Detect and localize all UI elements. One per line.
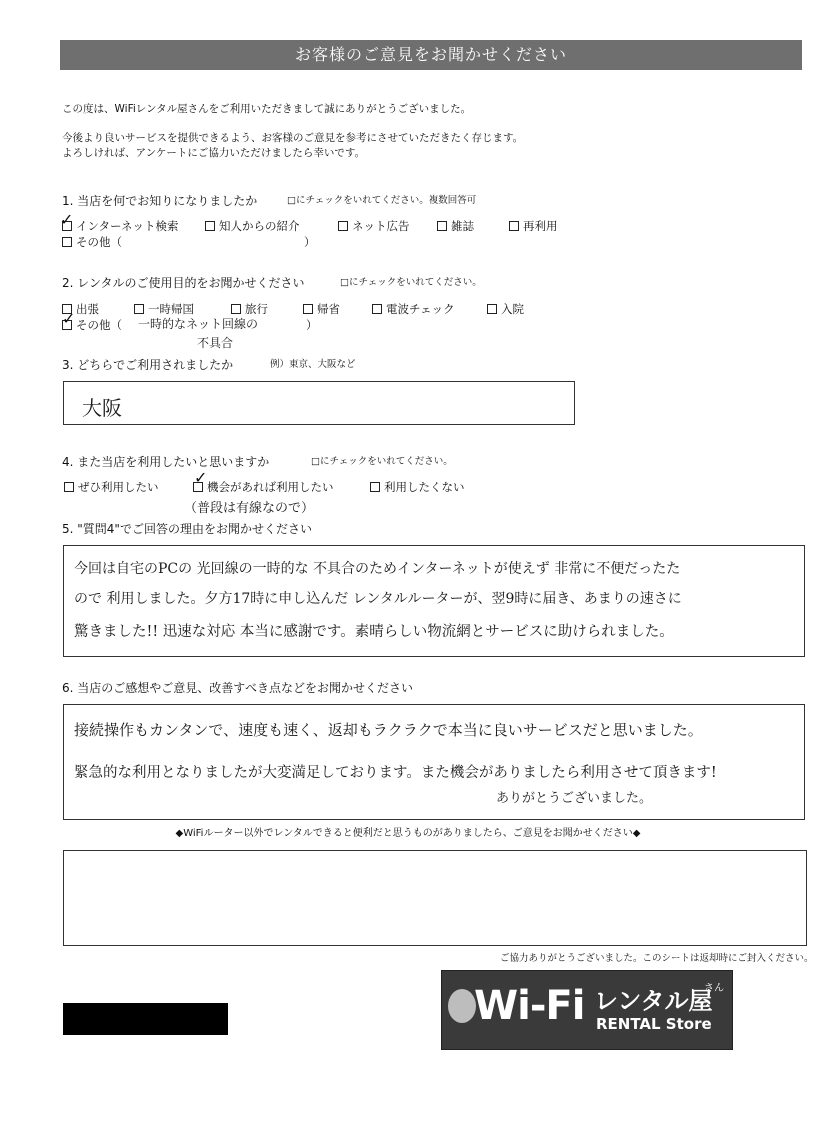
q3-answer-box[interactable] bbox=[63, 381, 575, 425]
q5-answer-line-1: 今回は自宅のPCの 光回線の一時的な 不具合のためインターネットが使えず 非常に不便だったた bbox=[74, 561, 681, 577]
checkbox[interactable] bbox=[303, 304, 313, 314]
option-label: 出張 bbox=[76, 302, 99, 316]
logo-jp-text: レンタル屋 bbox=[594, 987, 713, 1015]
q3-title: 3. どちらでご利用されましたか bbox=[62, 358, 234, 372]
q5-answer-box[interactable] bbox=[63, 545, 805, 657]
q1-other-close: ） bbox=[304, 235, 316, 249]
q2-hint: □にチェックをいれてください。 bbox=[340, 277, 482, 288]
checkbox[interactable] bbox=[231, 304, 241, 314]
q3-hint: 例）東京、大阪など bbox=[270, 359, 356, 370]
checkbox[interactable] bbox=[370, 482, 380, 492]
q1-hint: □にチェックをいれてください。複数回答可 bbox=[287, 195, 477, 206]
checkbox[interactable] bbox=[205, 221, 215, 231]
q6-answer-line-2: 緊急的な利用となりましたが大変満足しております。また機会がありましたら利用させて頂きます! bbox=[74, 765, 717, 781]
option-label: 機会があれば利用したい bbox=[207, 480, 334, 494]
checkbox[interactable] bbox=[372, 304, 382, 314]
option-label: その他（ bbox=[76, 235, 122, 249]
intro-line-2: 今後より良いサービスを提供できるよう、お客様のご意見を参考にさせていただきたく存じます。 bbox=[62, 132, 524, 144]
q5-answer-line-2: ので 利用しました。夕方17時に申し込んだ レンタルルーターが、翌9時に届き、あまりの速さに bbox=[74, 591, 682, 607]
option-label: 雑誌 bbox=[451, 219, 474, 233]
logo-main-text: Wi-Fi bbox=[474, 983, 585, 1029]
q4-option-no[interactable] bbox=[370, 480, 465, 495]
logo-san-text: さん bbox=[704, 983, 724, 994]
checkbox[interactable] bbox=[487, 304, 497, 314]
q4-title: 4. また当店を利用したいと思いますか bbox=[62, 455, 270, 469]
option-label: ネット広告 bbox=[352, 219, 410, 233]
q2-option-hospital[interactable] bbox=[487, 302, 524, 317]
q2-title: 2. レンタルのご使用目的をお聞かせください bbox=[62, 276, 305, 290]
footer-thanks: ご協力ありがとうございました。このシートは返却時にご封入ください。 bbox=[500, 953, 814, 964]
q1-title: 1. 当店を何でお知りになりましたか bbox=[62, 194, 258, 208]
page-title: お客様のご意見をお聞かせください bbox=[60, 40, 802, 70]
option-label: 利用したくない bbox=[384, 480, 465, 494]
checkbox[interactable] bbox=[134, 304, 144, 314]
option-label: 入院 bbox=[501, 302, 524, 316]
q2-other-handwritten: 一時的なネット回線の bbox=[138, 317, 259, 331]
q2-option-signal-check[interactable] bbox=[372, 302, 455, 317]
q4-option-if-chance[interactable] bbox=[193, 480, 334, 495]
brand-logo bbox=[441, 970, 733, 1050]
q5-answer-line-3: 驚きました!! 迅速な対応 本当に感謝です。素晴らしい物流網とサービスに助けられました。 bbox=[74, 624, 674, 640]
q4-hint: □にチェックをいれてください。 bbox=[311, 456, 453, 467]
option-label: 帰省 bbox=[317, 302, 340, 316]
q1-option-referral[interactable] bbox=[205, 219, 300, 234]
option-label: 旅行 bbox=[245, 302, 268, 316]
q5-title: 5. "質問4"でご回答の理由をお聞かせください bbox=[62, 522, 312, 536]
redacted-block bbox=[63, 1003, 228, 1035]
q2-other-close: ） bbox=[306, 318, 318, 332]
q1-option-ad[interactable] bbox=[338, 219, 410, 234]
q2-option-homecoming[interactable] bbox=[303, 302, 340, 317]
q1-option-internet[interactable] bbox=[62, 219, 178, 234]
q1-option-reuse[interactable] bbox=[509, 219, 558, 234]
q6-answer-box[interactable] bbox=[63, 704, 805, 820]
option-label: 知人からの紹介 bbox=[219, 219, 300, 233]
mascot-icon bbox=[448, 989, 476, 1023]
checkbox[interactable] bbox=[62, 237, 72, 247]
option-label: インターネット検索 bbox=[76, 219, 179, 233]
option-label: 再利用 bbox=[523, 219, 558, 233]
q4-option-definitely[interactable] bbox=[64, 480, 159, 495]
q6-title: 6. 当店のご感想やご意見、改善すべき点などをお聞かせください bbox=[62, 681, 414, 695]
q3-answer: 大阪 bbox=[82, 396, 122, 420]
intro-line-1: この度は、WiFiレンタル屋さんをご利用いただきまして誠にありがとうございました。 bbox=[62, 103, 472, 115]
check-mark-icon: ✓ bbox=[62, 309, 76, 328]
option-label: 一時帰国 bbox=[148, 302, 194, 316]
q2-other-handwritten-2: 不具合 bbox=[197, 336, 234, 350]
checkbox[interactable] bbox=[437, 221, 447, 231]
check-mark-icon: ✓ bbox=[194, 468, 208, 487]
option-label: その他（ bbox=[76, 318, 122, 332]
checkbox[interactable] bbox=[64, 482, 74, 492]
q6-answer-line-1: 接続操作もカンタンで、速度も速く、返却もラクラクで本当に良いサービスだと思いました。 bbox=[74, 721, 703, 739]
other-request-box[interactable] bbox=[63, 850, 807, 946]
logo-en-text: RENTAL Store bbox=[596, 1015, 712, 1033]
q4-handwritten-note: （普段は有線なので） bbox=[184, 501, 315, 516]
q1-option-magazine[interactable] bbox=[437, 219, 474, 234]
checkbox[interactable] bbox=[509, 221, 519, 231]
intro-line-3: よろしければ、アンケートにご協力いただけましたら幸いです。 bbox=[62, 147, 366, 159]
checkbox[interactable] bbox=[338, 221, 348, 231]
option-label: ぜひ利用したい bbox=[78, 480, 159, 494]
option-label: 電波チェック bbox=[386, 302, 455, 316]
q6-answer-line-3: ありがとうございました。 bbox=[496, 791, 653, 806]
q1-option-other[interactable] bbox=[62, 235, 122, 250]
check-mark-icon: ✓ bbox=[60, 210, 74, 229]
other-request-title: ◆WiFiルーター以外でレンタルできると便利だと思うものがありましたら、ご意見をお聞かせください◆ bbox=[175, 828, 641, 839]
